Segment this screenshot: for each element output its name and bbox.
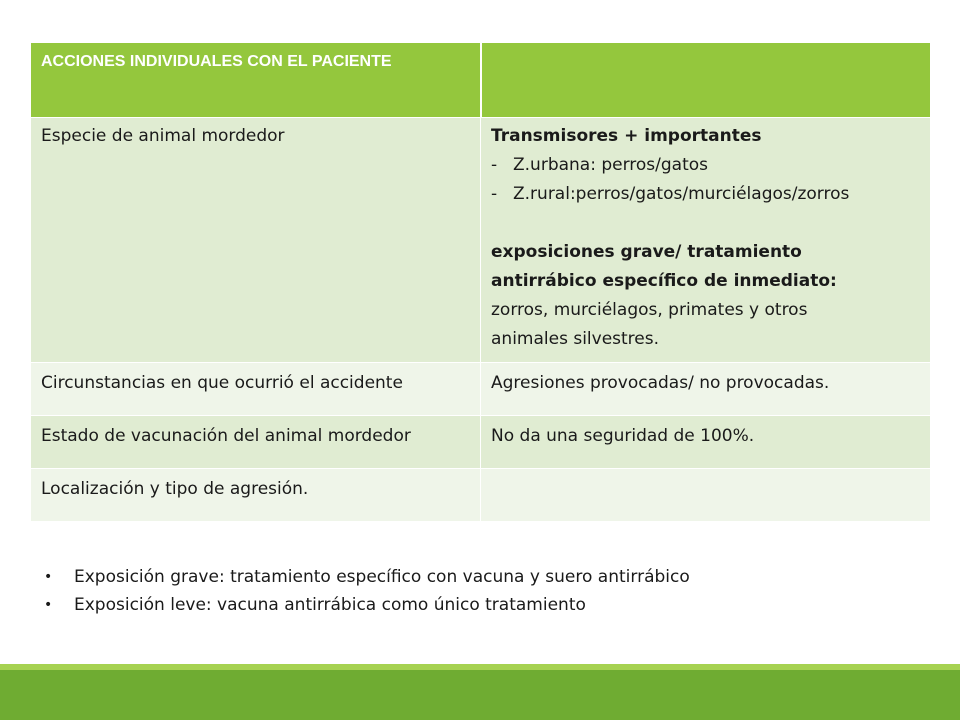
table-header-empty: [481, 43, 931, 118]
table-header-row: [31, 43, 931, 118]
cell-species-detail: [481, 118, 931, 363]
cell-circumstances-detail: Agresiones provocadas/ no provocadas.: [481, 363, 931, 416]
cell-location-detail: [481, 469, 931, 522]
severe-exposure-line-2: antirrábico específico de inmediato:: [491, 271, 837, 291]
bullet-icon: •: [44, 597, 53, 613]
cell-vaccination-detail: No da una seguridad de 100%.: [481, 416, 931, 469]
table-header-title: ACCIONES INDIVIDUALES CON EL PACIENTE: [31, 43, 481, 118]
cell-location-label: Localización y tipo de agresión.: [31, 469, 481, 522]
table-row-location: [31, 469, 931, 522]
bullet-text: Exposición grave: tratamiento específico con vacuna y suero antirrábico: [74, 567, 690, 587]
cell-species-label: Especie de animal mordedor: [31, 118, 481, 363]
bullet-icon: •: [44, 569, 53, 585]
species-list-line-2: animales silvestres.: [491, 329, 660, 349]
list-item-text: Z.urbana: perros/gatos: [513, 155, 709, 175]
table-row-species: [31, 118, 931, 363]
transmitters-title: Transmisores + importantes: [491, 126, 762, 146]
table-row-vaccination: [31, 416, 931, 469]
actions-table: [30, 42, 931, 522]
cell-circumstances-label: Circunstancias en que ocurrió el accidente: [31, 363, 481, 416]
list-item-rural: [491, 180, 922, 209]
list-item: [44, 591, 690, 619]
bullet-list: [44, 563, 690, 619]
species-list-line-1: zorros, murciélagos, primates y otros: [491, 300, 808, 320]
list-item-text: Z.rural:perros/gatos/murciélagos/zorros: [513, 184, 850, 204]
footer-bar: [0, 670, 960, 720]
dash-marker: -: [491, 184, 498, 204]
bullet-text: Exposición leve: vacuna antirrábica como único tratamiento: [74, 595, 586, 615]
cell-vaccination-label: Estado de vacunación del animal mordedor: [31, 416, 481, 469]
dash-marker: -: [491, 155, 498, 175]
list-item: [44, 563, 690, 591]
severe-exposure-line-1: exposiciones grave/ tratamiento: [491, 242, 802, 262]
list-item-urban: [491, 151, 922, 180]
table-row-circumstances: [31, 363, 931, 416]
